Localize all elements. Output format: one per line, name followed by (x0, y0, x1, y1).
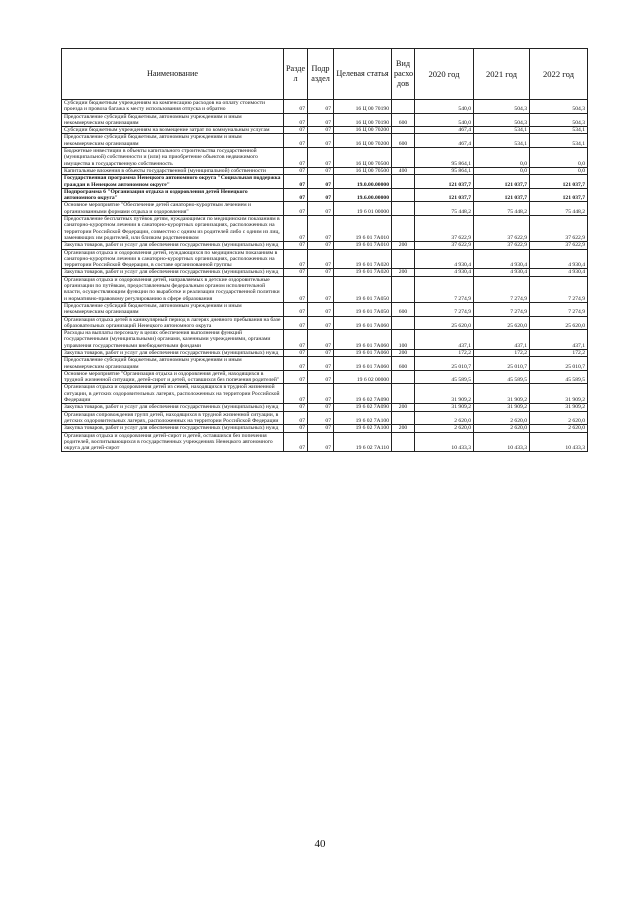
cell-2020: 540,0 (415, 100, 474, 114)
cell-2022: 4 930,4 (530, 249, 588, 269)
cell-2021: 4 930,4 (474, 269, 530, 276)
cell-2020: 7 274,9 (415, 302, 474, 316)
cell-name: Подпрограмма 6 "Организация отдыха и оздоровления детей Ненецкого автономного округа" (62, 188, 284, 202)
cell-2022: 2 620,0 (530, 425, 588, 432)
cell-2021: 37 622,9 (474, 242, 530, 249)
cell-razdel: 07 (284, 113, 308, 127)
header-2021: 2021 год (474, 49, 530, 100)
cell-vid (392, 249, 415, 269)
cell-vid (392, 100, 415, 114)
cell-2021: 437,1 (474, 330, 530, 350)
cell-podrazdel: 07 (308, 370, 334, 384)
cell-razdel: 07 (284, 216, 308, 242)
cell-podrazdel: 07 (308, 349, 334, 356)
cell-razdel: 07 (284, 330, 308, 350)
cell-target: 19 6 01 7А020 (334, 249, 392, 269)
cell-2020: 2 620,0 (415, 425, 474, 432)
cell-2021: 2 620,0 (474, 411, 530, 425)
cell-target: 16 Ц 00 70190 (334, 100, 392, 114)
header-podrazdel: Подр аздел (308, 49, 334, 100)
cell-vid (392, 202, 415, 216)
cell-podrazdel: 07 (308, 127, 334, 134)
cell-vid: 200 (392, 349, 415, 356)
cell-target: 16 Ц 00 70190 (334, 113, 392, 127)
table-row (62, 349, 588, 356)
cell-razdel: 07 (284, 175, 308, 189)
table-row (62, 100, 588, 114)
cell-2020: 121 037,7 (415, 175, 474, 189)
cell-razdel: 07 (284, 349, 308, 356)
cell-target: 16 Ц 00 70500 (334, 167, 392, 174)
cell-razdel: 07 (284, 425, 308, 432)
cell-name: Предоставление субсидий бюджетным, автономным учреждениям и иным некоммерческим организациям (62, 302, 284, 316)
cell-name: Организация отдыха и оздоровления детей-сирот и детей, оставшихся без попечения родителей, воспитывающихся в государственных учреждениях Ненецкого автономного округа для детей-сирот (62, 432, 284, 452)
cell-2020: 37 622,9 (415, 242, 474, 249)
cell-name: Бюджетные инвестиции в объекты капитального строительства государственной (муниципальной) собственности и (или) на приобретение объектов недвижимого имущества в государственную собственность (62, 148, 284, 168)
cell-2021: 4 930,4 (474, 249, 530, 269)
table-row (62, 425, 588, 432)
cell-2020: 75 448,2 (415, 202, 474, 216)
cell-target: 19 6 01 7А060 (334, 316, 392, 330)
cell-razdel: 07 (284, 148, 308, 168)
cell-target: 19 6 01 7А060 (334, 357, 392, 371)
cell-vid: 600 (392, 113, 415, 127)
table-row (62, 242, 588, 249)
cell-name: Организация сопровождения групп детей, находящихся в трудной жизненной ситуации, в детских оздоровительных лагерях, расположенных на территории Российской Федерации (62, 411, 284, 425)
table-row (62, 370, 588, 384)
cell-name: Организация отдыха детей в каникулярный период в лагерях дневного пребывания на базе образовательных организаций Ненецкого автономного округа (62, 316, 284, 330)
cell-vid (392, 188, 415, 202)
cell-target: 19 6 01 7А010 (334, 242, 392, 249)
cell-name: Закупка товаров, работ и услуг для обеспечения государственных (муниципальных) нужд (62, 404, 284, 411)
cell-name: Основное мероприятие "Организация отдыха и оздоровления детей, находящихся в трудной жизненной ситуации, детей-сирот и детей, оставшихся без попечения родителей" (62, 370, 284, 384)
cell-2022: 31 909,2 (530, 384, 588, 404)
cell-razdel: 07 (284, 242, 308, 249)
header-target: Целевая статья (334, 49, 392, 100)
cell-2021: 504,3 (474, 113, 530, 127)
cell-target: 16 Ц 00 70200 (334, 134, 392, 148)
cell-podrazdel: 07 (308, 100, 334, 114)
cell-razdel: 07 (284, 100, 308, 114)
cell-2022: 437,1 (530, 330, 588, 350)
cell-2020: 31 909,2 (415, 384, 474, 404)
cell-razdel: 07 (284, 384, 308, 404)
cell-2022: 534,1 (530, 134, 588, 148)
cell-2022: 31 909,2 (530, 404, 588, 411)
cell-2020: 467,4 (415, 127, 474, 134)
cell-vid (392, 316, 415, 330)
cell-2022: 7 274,9 (530, 276, 588, 302)
table-row (62, 113, 588, 127)
cell-podrazdel: 07 (308, 316, 334, 330)
cell-2021: 504,3 (474, 100, 530, 114)
budget-table (61, 48, 588, 452)
cell-name: Предоставление бесплатных путёвок детям, нуждающимся по медицинским показаниям в санаторно-курортном лечении в санаторно-курортных организациях, расположенных на территории Российской Федерации, совместно с одним из родителей либо с одним из лиц, заменяющих им родителей, или близким родственником (62, 216, 284, 242)
cell-podrazdel: 07 (308, 202, 334, 216)
cell-2022: 25 010,7 (530, 357, 588, 371)
cell-razdel: 07 (284, 249, 308, 269)
cell-name: Организация отдыха и оздоровления детей, нуждающихся по медицинским показаниям в санаторно-курортном лечении в санаторно-курортных организациях, расположенных на территории Российской Федерации, в составе организованной группы (62, 249, 284, 269)
cell-target: 16 Ц 00 70200 (334, 127, 392, 134)
table-row (62, 216, 588, 242)
cell-2021: 2 620,0 (474, 425, 530, 432)
cell-podrazdel: 07 (308, 384, 334, 404)
cell-2020: 95 864,1 (415, 167, 474, 174)
cell-2021: 31 909,2 (474, 384, 530, 404)
header-2020: 2020 год (415, 49, 474, 100)
cell-2020: 4 930,4 (415, 269, 474, 276)
cell-vid (392, 127, 415, 134)
cell-2022: 121 037,7 (530, 175, 588, 189)
cell-2020: 467,4 (415, 134, 474, 148)
cell-2020: 4 930,4 (415, 249, 474, 269)
cell-2021: 0,0 (474, 148, 530, 168)
cell-2022: 2 620,0 (530, 411, 588, 425)
cell-2021: 37 622,9 (474, 216, 530, 242)
cell-vid: 400 (392, 167, 415, 174)
cell-podrazdel: 07 (308, 148, 334, 168)
cell-vid: 600 (392, 357, 415, 371)
cell-2022: 10 433,3 (530, 432, 588, 452)
cell-razdel: 07 (284, 134, 308, 148)
cell-2020: 25 010,7 (415, 357, 474, 371)
cell-name: Субсидии бюджетным учреждениям на возмещение затрат по коммунальным услугам (62, 127, 284, 134)
cell-vid: 600 (392, 302, 415, 316)
cell-podrazdel: 07 (308, 425, 334, 432)
table-row (62, 202, 588, 216)
cell-name: Организация отдыха и оздоровления детей из семей, находящихся в трудной жизненной ситуации, в детских оздоровительных лагерях, расположенных на территории Российской Федерации (62, 384, 284, 404)
cell-podrazdel: 07 (308, 357, 334, 371)
cell-name: Капитальные вложения в объекты государственной (муниципальной) собственности (62, 167, 284, 174)
cell-2021: 25 620,0 (474, 316, 530, 330)
cell-vid: 100 (392, 330, 415, 350)
table-row (62, 432, 588, 452)
table-row (62, 404, 588, 411)
cell-2022: 504,3 (530, 100, 588, 114)
cell-2021: 0,0 (474, 167, 530, 174)
cell-2022: 0,0 (530, 148, 588, 168)
cell-2022: 121 037,7 (530, 188, 588, 202)
table-row (62, 384, 588, 404)
cell-2021: 31 909,2 (474, 404, 530, 411)
cell-2020: 2 620,0 (415, 411, 474, 425)
cell-vid (392, 216, 415, 242)
cell-vid (392, 411, 415, 425)
cell-name: Предоставление субсидий бюджетным, автономным учреждениям и иным некоммерческим организациям (62, 113, 284, 127)
header-name: Наименование (62, 49, 284, 100)
cell-vid (392, 148, 415, 168)
cell-name: Субсидии бюджетным учреждениям на компенсацию расходов на оплату стоимости проезда и провоза багажа к месту использования отпуска и обратно (62, 100, 284, 114)
cell-vid: 200 (392, 404, 415, 411)
cell-podrazdel: 07 (308, 276, 334, 302)
cell-2021: 172,2 (474, 349, 530, 356)
cell-vid: 200 (392, 269, 415, 276)
cell-target: 19 6 02 7А090 (334, 404, 392, 411)
cell-2022: 75 448,2 (530, 202, 588, 216)
table-row (62, 134, 588, 148)
cell-2021: 45 589,5 (474, 370, 530, 384)
table-row (62, 316, 588, 330)
header-vid: Вид расхо дов (392, 49, 415, 100)
cell-razdel: 07 (284, 370, 308, 384)
cell-2020: 25 620,0 (415, 316, 474, 330)
cell-podrazdel: 07 (308, 188, 334, 202)
cell-podrazdel: 07 (308, 330, 334, 350)
cell-2020: 437,1 (415, 330, 474, 350)
cell-name: Закупка товаров, работ и услуг для обеспечения государственных (муниципальных) нужд (62, 349, 284, 356)
cell-2022: 4 930,4 (530, 269, 588, 276)
cell-2021: 7 274,9 (474, 302, 530, 316)
cell-podrazdel: 07 (308, 134, 334, 148)
cell-target: 19 6 02 00000 (334, 370, 392, 384)
cell-razdel: 07 (284, 269, 308, 276)
cell-target: 19 6 02 7А100 (334, 425, 392, 432)
header-razdel: Разде л (284, 49, 308, 100)
cell-2021: 25 010,7 (474, 357, 530, 371)
table-row (62, 276, 588, 302)
cell-vid: 200 (392, 425, 415, 432)
cell-2020: 45 589,5 (415, 370, 474, 384)
cell-vid (392, 384, 415, 404)
cell-target: 19 6 01 7А050 (334, 276, 392, 302)
cell-target: 19 6 02 7А090 (334, 384, 392, 404)
cell-vid (392, 370, 415, 384)
cell-2020: 172,2 (415, 349, 474, 356)
cell-target: 19 6 01 00000 (334, 202, 392, 216)
cell-2021: 10 433,3 (474, 432, 530, 452)
cell-2020: 10 433,3 (415, 432, 474, 452)
cell-2020: 31 909,2 (415, 404, 474, 411)
table-row (62, 411, 588, 425)
table-row (62, 269, 588, 276)
table-row (62, 188, 588, 202)
cell-2021: 75 448,2 (474, 202, 530, 216)
cell-name: Организация отдыха и оздоровления детей, направляемых в детские оздоровительные организации по путёвкам, предоставленным федеральным органом исполнительной власти, осуществляющим функции по выработке и реализации государственной политики и нормативно-правовому регулированию в сфере образования (62, 276, 284, 302)
cell-podrazdel: 07 (308, 249, 334, 269)
cell-target: 19 6 02 7А100 (334, 411, 392, 425)
cell-2022: 504,3 (530, 113, 588, 127)
cell-2022: 534,1 (530, 127, 588, 134)
cell-2020: 7 274,9 (415, 276, 474, 302)
cell-name: Расходы на выплаты персоналу в целях обеспечения выполнения функций государственными (муниципальными) органами, казенными учреждениями, органами управления государственными внебюджетными фондами (62, 330, 284, 350)
table-row (62, 357, 588, 371)
cell-2022: 172,2 (530, 349, 588, 356)
header-2022: 2022 год (530, 49, 588, 100)
cell-name: Основное мероприятие "Обеспечение детей санаторно-курортным лечением и организованными формами отдыха и оздоровления" (62, 202, 284, 216)
cell-2021: 121 037,7 (474, 188, 530, 202)
cell-podrazdel: 07 (308, 242, 334, 249)
cell-name: Закупка товаров, работ и услуг для обеспечения государственных (муниципальных) нужд (62, 242, 284, 249)
cell-2022: 0,0 (530, 167, 588, 174)
cell-target: 19 6 01 7А020 (334, 269, 392, 276)
cell-2021: 7 274,9 (474, 276, 530, 302)
cell-2022: 7 274,9 (530, 302, 588, 316)
table-row (62, 249, 588, 269)
cell-target: 19.6.00.00000 (334, 188, 392, 202)
table-header-row (62, 49, 588, 100)
table-row (62, 302, 588, 316)
cell-podrazdel: 07 (308, 113, 334, 127)
cell-name: Закупка товаров, работ и услуг для обеспечения государственных (муниципальных) нужд (62, 269, 284, 276)
cell-razdel: 07 (284, 357, 308, 371)
cell-razdel: 07 (284, 202, 308, 216)
cell-razdel: 07 (284, 316, 308, 330)
cell-2021: 534,1 (474, 127, 530, 134)
cell-vid (392, 175, 415, 189)
cell-vid: 200 (392, 242, 415, 249)
cell-2021: 534,1 (474, 134, 530, 148)
cell-podrazdel: 07 (308, 432, 334, 452)
cell-razdel: 07 (284, 411, 308, 425)
cell-podrazdel: 07 (308, 175, 334, 189)
table-body (62, 100, 588, 452)
cell-name: Государственная программа Ненецкого автономного округа "Социальная поддержка граждан в Ненецком автономном округе" (62, 175, 284, 189)
cell-2020: 540,0 (415, 113, 474, 127)
cell-2020: 37 622,9 (415, 216, 474, 242)
cell-target: 19 6 01 7А050 (334, 302, 392, 316)
cell-razdel: 07 (284, 404, 308, 411)
cell-2022: 25 620,0 (530, 316, 588, 330)
cell-2022: 37 622,9 (530, 242, 588, 249)
cell-target: 19 6 01 7А060 (334, 349, 392, 356)
table-row (62, 175, 588, 189)
table-row (62, 148, 588, 168)
cell-podrazdel: 07 (308, 269, 334, 276)
cell-vid: 600 (392, 134, 415, 148)
cell-podrazdel: 07 (308, 404, 334, 411)
table-row (62, 330, 588, 350)
cell-podrazdel: 07 (308, 167, 334, 174)
cell-razdel: 07 (284, 302, 308, 316)
cell-name: Закупка товаров, работ и услуг для обеспечения государственных (муниципальных) нужд (62, 425, 284, 432)
cell-target: 19 6 01 7А010 (334, 216, 392, 242)
cell-target: 19.0.00.00000 (334, 175, 392, 189)
cell-name: Предоставление субсидий бюджетным, автономным учреждениям и иным некоммерческим организациям (62, 134, 284, 148)
cell-target: 16 Ц 00 70500 (334, 148, 392, 168)
cell-razdel: 07 (284, 188, 308, 202)
cell-razdel: 07 (284, 276, 308, 302)
cell-2021: 121 037,7 (474, 175, 530, 189)
cell-target: 19 6 01 7А060 (334, 330, 392, 350)
cell-vid (392, 432, 415, 452)
page-number: 40 (314, 838, 326, 850)
cell-razdel: 07 (284, 127, 308, 134)
cell-target: 19 6 02 7А110 (334, 432, 392, 452)
cell-name: Предоставление субсидий бюджетным, автономным учреждениям и иным некоммерческим организациям (62, 357, 284, 371)
cell-razdel: 07 (284, 432, 308, 452)
cell-podrazdel: 07 (308, 216, 334, 242)
cell-podrazdel: 07 (308, 302, 334, 316)
cell-vid (392, 276, 415, 302)
cell-2022: 45 589,5 (530, 370, 588, 384)
cell-podrazdel: 07 (308, 411, 334, 425)
cell-razdel: 07 (284, 167, 308, 174)
cell-2020: 121 037,7 (415, 188, 474, 202)
table-row (62, 167, 588, 174)
table-row (62, 127, 588, 134)
cell-2022: 37 622,9 (530, 216, 588, 242)
cell-2020: 95 864,1 (415, 148, 474, 168)
